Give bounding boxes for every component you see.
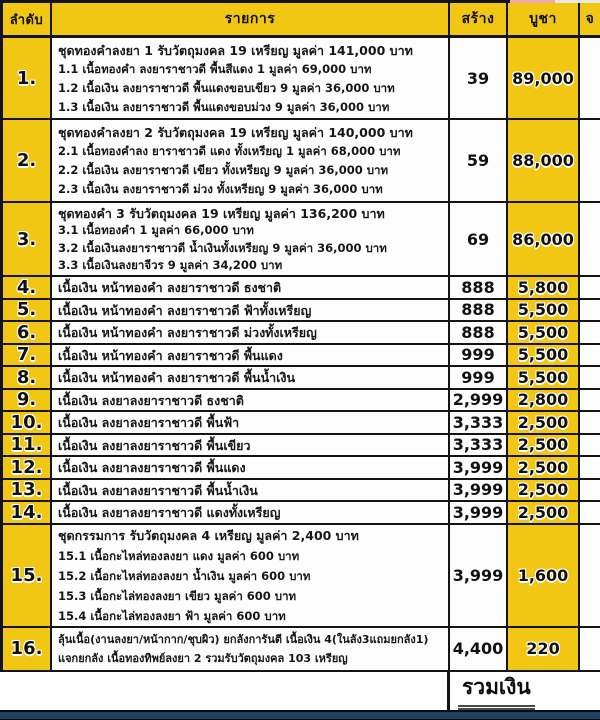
item-line: แจกยกลัง เนื้อทองทิพย์ลงยา 2 รวมรับวัตถุมงคล 103 เหรียญ bbox=[58, 652, 348, 665]
item-line: 2.2 เนื้อเงิน ลงยาราชาวดี เขียว ทั้งเหรียญ 9 มูลค่า 36,000 บาท bbox=[58, 163, 389, 177]
item-line: ชุดทองคำลงยา 2 รับวัตถุมงคล 19 เหรียญ มูลค่า 140,000 บาท bbox=[58, 125, 413, 140]
price-value: 2,500 bbox=[517, 480, 569, 500]
made-count: 3,333 bbox=[452, 435, 504, 455]
table-row bbox=[3, 390, 600, 413]
made-count: 888 bbox=[461, 300, 495, 320]
header-made-label: สร้าง bbox=[461, 11, 495, 27]
row-number: 3. bbox=[16, 228, 37, 250]
table-row bbox=[3, 502, 600, 525]
made-count: 2,999 bbox=[452, 390, 504, 410]
item-line: เนื้อเงิน ลงยาลงยาราชาวดี พื้นเขียว bbox=[58, 437, 251, 453]
header-item-label: รายการ bbox=[224, 11, 276, 27]
made-count: 39 bbox=[466, 68, 490, 88]
table-row bbox=[3, 345, 600, 368]
item-line: เนื้อเงิน หน้าทองคำ ลงยาราชาวดี พื้นแดง bbox=[58, 347, 283, 363]
row-number: 8. bbox=[16, 367, 37, 388]
item-line: เนื้อเงิน ลงยาลงยาราชาวดี ธงชาติ bbox=[58, 392, 244, 408]
item-line: 2.3 เนื้อเงิน ลงยาราชาวดี ม่วง ทั้งเหรียญ 9 มูลค่า 36,000 บาท bbox=[58, 182, 383, 196]
item-line: 3.3 เนื้อเงินลงยาจีวร 9 มูลค่า 34,200 บาท bbox=[58, 258, 283, 272]
row-number: 9. bbox=[16, 389, 37, 410]
item-line: 3.1 เนื้อทองคำ 1 มูลค่า 66,000 บาท bbox=[58, 223, 254, 237]
made-count: 3,999 bbox=[452, 502, 504, 522]
table-row bbox=[3, 412, 600, 435]
item-line: เนื้อเงิน ลงยาลงยาราชาวดี พื้นน้ำเงิน bbox=[58, 482, 258, 498]
item-line: 15.2 เนื้อกะไหล่ทองลงยา น้ำเงิน มูลค่า 600 บาท bbox=[58, 568, 311, 583]
header-price bbox=[508, 3, 580, 35]
table-row bbox=[3, 435, 600, 458]
item-line: 3.2 เนื้อเงินลงยาราชาวดี น้ำเงินทั้งเหรียญ 9 มูลค่า 36,000 บาท bbox=[58, 240, 387, 255]
item-line: 15.1 เนื้อกะไหล่ทองลงยา แดง มูลค่า 600 บาท bbox=[58, 548, 300, 563]
table-row bbox=[3, 367, 600, 390]
total-footer bbox=[0, 672, 600, 710]
item-line: 1.2 เนื้อเงิน ลงยาราชาวดี พื้นแดงขอบเขียว 9 มูลค่า 36,000 บาท bbox=[58, 80, 395, 95]
price-value: 2,500 bbox=[517, 412, 569, 432]
row-number: 1. bbox=[16, 67, 37, 89]
item-line: เนื้อเงิน หน้าทองคำ ลงยาราชาวดี ฟ้าทั้งเหรียญ bbox=[58, 302, 312, 318]
row-number: 10. bbox=[10, 412, 43, 433]
row-number: 16. bbox=[10, 638, 43, 659]
top-right-pink-sliver bbox=[510, 0, 555, 3]
item-line: เนื้อเงิน ลงยาลงยาราชาวดี แดงทั้งเหรียญ bbox=[58, 505, 281, 520]
item-line: เนื้อเงิน ลงยาลงยาราชาวดี พื้นฟ้า bbox=[58, 415, 240, 430]
made-count: 4,400 bbox=[452, 639, 504, 658]
item-line: เนื้อเงิน หน้าทองคำ ลงยาราชาวดี ธงชาติ bbox=[58, 280, 282, 295]
row-number: 7. bbox=[16, 344, 37, 365]
price-value: 2,800 bbox=[517, 390, 569, 410]
header-reserve-label: จ bbox=[585, 11, 595, 27]
table-row bbox=[3, 525, 600, 628]
item-line: ชุดทองคำลงยา 1 รับวัตถุมงคล 19 เหรียญ มูลค่า 141,000 บาท bbox=[58, 42, 413, 58]
item-line: 1.1 เนื้อทองคำ ลงยาราชาวดี พื้นสีแดง 1 มูลค่า 69,000 บาท bbox=[58, 61, 372, 76]
table-row bbox=[3, 277, 600, 300]
header-price-label: บูชา bbox=[529, 11, 557, 27]
made-count: 999 bbox=[461, 345, 495, 365]
header-no-label: ลำดับ bbox=[9, 12, 44, 28]
price-value: 5,500 bbox=[517, 345, 569, 365]
made-count: 3,999 bbox=[452, 565, 504, 585]
price-value: 89,000 bbox=[512, 68, 574, 88]
table-row bbox=[3, 120, 600, 203]
price-value: 220 bbox=[526, 639, 560, 658]
price-value: 2,500 bbox=[517, 502, 569, 522]
item-line: ชุดกรรมการ รับวัตถุมงคล 4 เหรียญ มูลค่า 2,400 บาท bbox=[58, 527, 359, 543]
top-right-gray-sliver bbox=[555, 0, 600, 3]
price-value: 5,500 bbox=[517, 300, 569, 320]
item-line: ลุ้นเนื้อ(งานลงยา/หน้ากาก/ชุบผิว) ยกลังการันตี เนื้อเงิน 4(ในลัง3แถมยกลัง1) bbox=[58, 633, 429, 646]
row-number: 6. bbox=[16, 322, 37, 343]
item-line: 2.1 เนื้อทองคำลง ยาราชาวดี แดง ทั้งเหรียญ 1 มูลค่า 68,000 บาท bbox=[58, 144, 401, 158]
item-line: เนื้อเงิน ลงยาลงยาราชาวดี พื้นแดง bbox=[58, 460, 246, 475]
row-number: 13. bbox=[10, 479, 43, 500]
price-value: 5,500 bbox=[517, 322, 569, 342]
item-line: 1.3 เนื้อเงิน ลงยาราชาวดี พื้นแดงขอบม่วง 9 มูลค่า 36,000 บาท bbox=[58, 99, 390, 114]
made-count: 888 bbox=[461, 277, 495, 297]
item-line: เนื้อเงิน หน้าทองคำ ลงยาราชาวดี ม่วงทั้งเหรียญ bbox=[58, 325, 317, 340]
table-row bbox=[3, 457, 600, 480]
table-row bbox=[3, 322, 600, 345]
total-money-label: รวมเงิน bbox=[458, 671, 535, 710]
row-number: 2. bbox=[16, 150, 37, 171]
row-number: 5. bbox=[16, 299, 37, 320]
header-reserve-clipped bbox=[580, 3, 600, 35]
row-number: 12. bbox=[10, 457, 43, 478]
header-item bbox=[52, 3, 450, 35]
header-no bbox=[3, 3, 52, 35]
made-count: 3,999 bbox=[452, 480, 504, 500]
made-count: 999 bbox=[461, 367, 495, 387]
row-number: 15. bbox=[10, 564, 43, 586]
made-count: 59 bbox=[466, 151, 490, 170]
price-value: 5,800 bbox=[517, 277, 569, 297]
footer-empty-area bbox=[0, 672, 450, 710]
item-line: ชุดทองคำ 3 รับวัตถุมงคล 19 เหรียญ มูลค่า 136,200 บาท bbox=[58, 205, 385, 221]
price-table bbox=[0, 3, 600, 672]
price-value: 1,600 bbox=[517, 565, 569, 585]
table-row bbox=[3, 300, 600, 323]
price-value: 2,500 bbox=[517, 457, 569, 477]
item-line: 15.3 เนื้อกะไล่ทองลงยา เขียว มูลค่า 600 บาท bbox=[58, 588, 297, 603]
row-number: 4. bbox=[16, 277, 37, 298]
made-count: 3,999 bbox=[452, 457, 504, 477]
row-number: 11. bbox=[10, 434, 43, 455]
table-header-row bbox=[3, 3, 600, 38]
item-line: เนื้อเงิน หน้าทองคำ ลงยาราชาวดี พื้นน้ำเงิน bbox=[58, 370, 296, 385]
made-count: 888 bbox=[461, 322, 495, 342]
table-row bbox=[3, 203, 600, 277]
table-row bbox=[3, 480, 600, 503]
made-count: 69 bbox=[466, 229, 490, 249]
made-count: 3,333 bbox=[452, 412, 504, 432]
price-value: 86,000 bbox=[512, 229, 574, 249]
item-line: 15.4 เนื้อกะไล่ทองลงยา ฟ้า มูลค่า 600 บาท bbox=[58, 608, 286, 623]
table-row bbox=[3, 38, 600, 120]
price-value: 2,500 bbox=[517, 435, 569, 455]
bottom-navy-bar bbox=[0, 710, 600, 720]
row-number: 14. bbox=[10, 502, 43, 523]
price-value: 5,500 bbox=[517, 367, 569, 387]
table-row bbox=[3, 628, 600, 672]
price-value: 88,000 bbox=[512, 151, 574, 170]
header-made bbox=[450, 3, 508, 35]
